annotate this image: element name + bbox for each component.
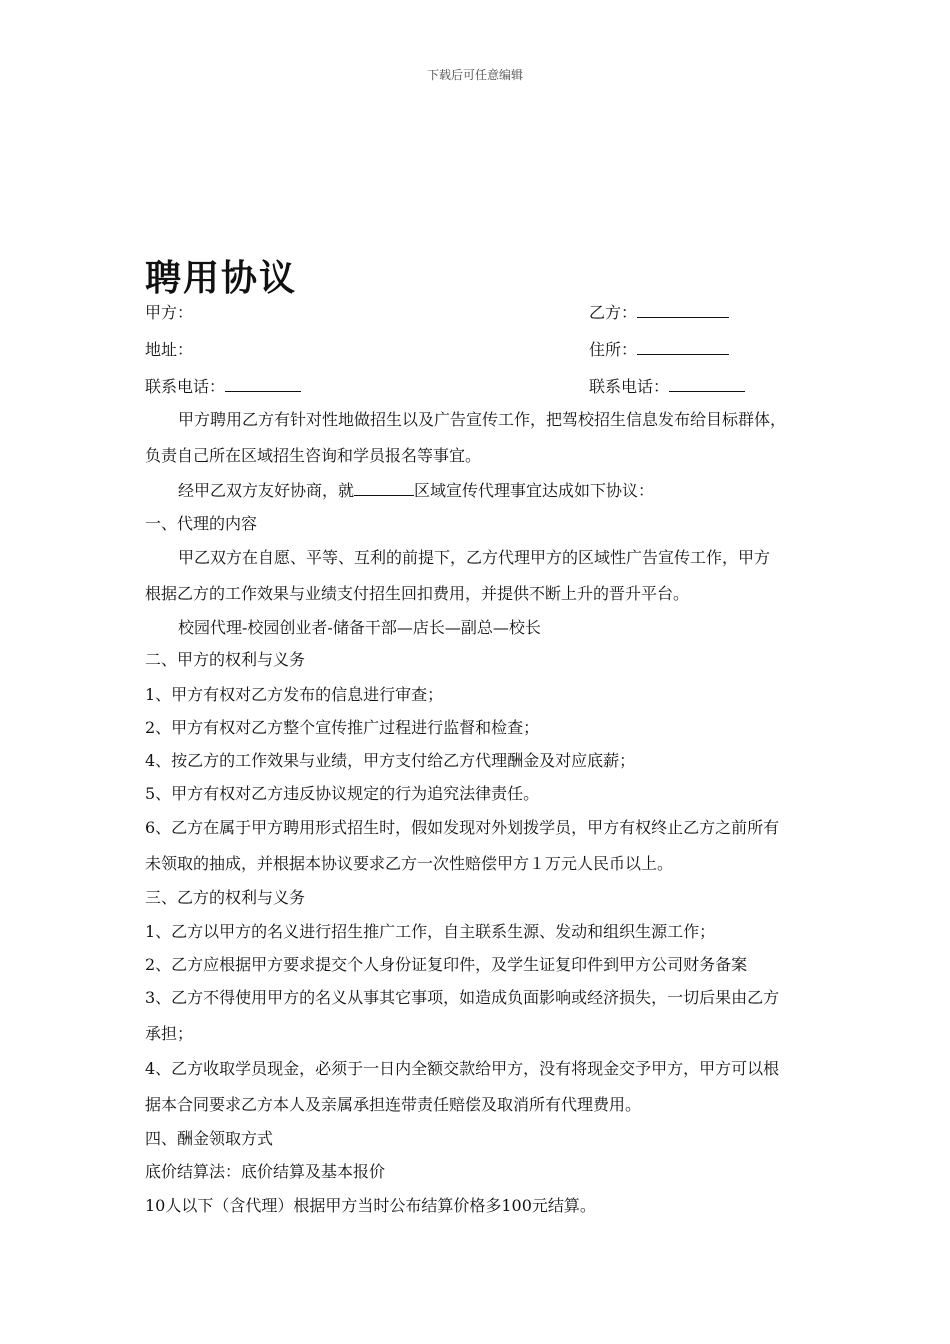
section-2-heading: 二、甲方的权利与义务	[145, 650, 306, 669]
party-b-blank	[637, 303, 729, 318]
party-b-residence-label: 住所：	[589, 340, 638, 359]
section-3-item: 承担；	[145, 1024, 194, 1043]
party-a-address-label: 地址：	[145, 340, 194, 359]
party-a-label: 甲方：	[145, 303, 194, 322]
section-3-item: 4、乙方收取学员现金，必须于一日内全额交款给甲方，没有将现金交予甲方，甲方可以根	[145, 1059, 780, 1078]
party-b-phone-label: 联系电话：	[589, 377, 670, 396]
header-note: 下载后可任意编辑	[426, 68, 523, 82]
intro-line-1: 甲方聘用乙方有针对性地做招生以及广告宣传工作，把驾校招生信息发布给目标群体，	[178, 410, 787, 429]
section-2-item: 6、乙方在属于甲方聘用形式招生时，假如发现对外划拨学员，甲方有权终止乙方之前所有	[145, 818, 780, 837]
intro-line-3-before: 经甲乙双方友好协商，就	[178, 481, 355, 500]
party-b-phone-blank	[669, 377, 745, 392]
section-1-paragraph-3: 校园代理-校园创业者-储备干部—店长—副总—校长	[178, 618, 541, 637]
party-b-row	[589, 303, 729, 323]
intro-line-3	[178, 481, 654, 501]
party-b-residence-row	[589, 340, 729, 360]
section-1-paragraph-1: 甲乙双方在自愿、平等、互利的前提下，乙方代理甲方的区域性广告宣传工作，甲方	[178, 548, 771, 567]
party-b-phone-row	[589, 377, 745, 397]
section-2-item: 4、按乙方的工作效果与业绩，甲方支付给乙方代理酬金及对应底薪；	[145, 751, 636, 770]
intro-line-3-after: 区域宣传代理事宜达成如下协议：	[414, 481, 655, 500]
section-4-paragraph-2: 10人以下（含代理）根据甲方当时公布结算价格多100元结算。	[145, 1196, 596, 1215]
party-a-phone-label: 联系电话：	[145, 377, 226, 396]
party-b-label: 乙方：	[589, 303, 638, 322]
section-3-item: 1、乙方以甲方的名义进行招生推广工作，自主联系生源、发动和组织生源工作；	[145, 922, 716, 941]
section-2-item: 2、甲方有权对乙方整个宣传推广过程进行监督和检查；	[145, 718, 540, 737]
section-2-item: 未领取的抽成，并根据本协议要求乙方一次性赔偿甲方１万元人民币以上。	[145, 854, 674, 873]
section-3-item: 2、乙方应根据甲方要求提交个人身份证复印件，及学生证复印件到甲方公司财务备案	[145, 955, 748, 974]
section-1-heading: 一、代理的内容	[145, 514, 258, 533]
party-a-phone-row	[145, 377, 301, 397]
party-b-residence-blank	[637, 340, 729, 355]
section-1-paragraph-2: 根据乙方的工作效果与业绩支付招生回扣费用，并提供不断上升的晋升平台。	[145, 584, 690, 603]
section-3-item: 3、乙方不得使用甲方的名义从事其它事项，如造成负面影响或经济损失，一切后果由乙方	[145, 988, 780, 1007]
section-3-heading: 三、乙方的权利与义务	[145, 888, 306, 907]
section-2-item: 5、甲方有权对乙方违反协议规定的行为追究法律责任。	[145, 784, 540, 803]
section-2-item: 1、甲方有权对乙方发布的信息进行审查；	[145, 685, 444, 704]
region-blank	[354, 481, 414, 496]
section-3-item: 据本合同要求乙方本人及亲属承担连带责任赔偿及取消所有代理费用。	[145, 1095, 642, 1114]
intro-line-2: 负责自己所在区域招生咨询和学员报名等事宜。	[145, 446, 482, 465]
document-title: 聘用协议	[145, 257, 298, 299]
section-4-heading: 四、酬金领取方式	[145, 1129, 274, 1148]
party-a-phone-blank	[225, 377, 301, 392]
section-4-paragraph-1: 底价结算法：底价结算及基本报价	[145, 1162, 386, 1181]
